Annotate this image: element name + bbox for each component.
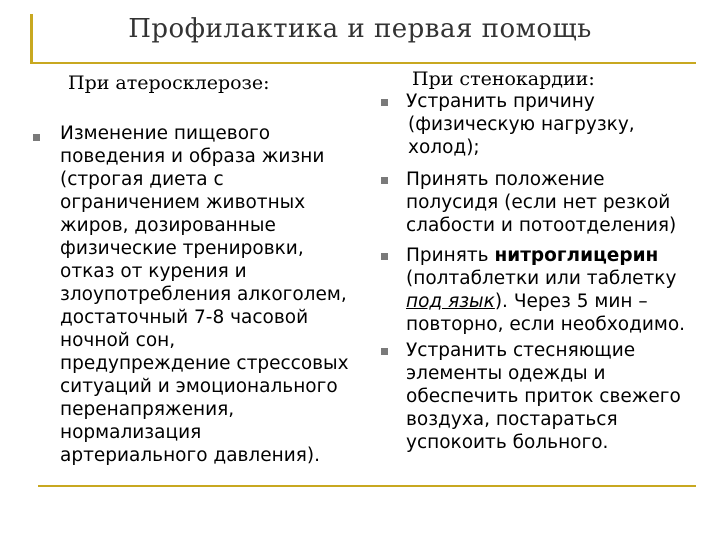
bullet-icon — [381, 253, 388, 260]
bullet-icon — [381, 177, 388, 184]
title-underline — [32, 62, 696, 64]
bullet-icon — [33, 134, 40, 141]
bullet-icon — [381, 99, 388, 106]
right-item-3: Принять нитроглицерин (полтаблетки или таблетку под язык). Через 5 мин – повторно, если необходимо. — [406, 245, 686, 335]
left-item-text: Изменение пищевого поведения и образа жизни (строгая диета с ограничением животных жиров, дозированные физические тренировки, отказ от курения и злоупотребления алкоголем, достаточный 7-8 часовой ночной сон, предупреждение стрессовых ситуаций и эмоционального перенапряжения, нормализация артериального давления). — [60, 123, 349, 466]
slide-title: Профилактика и первая помощь — [128, 14, 592, 44]
right-item-1: Устранить причину (физическую нагрузку, холод); — [406, 91, 635, 158]
right-column-heading: При стенокардии: — [412, 68, 595, 90]
bullet-icon — [381, 348, 388, 355]
bottom-divider — [38, 485, 696, 487]
right-item-2: Принять положение полусидя (если нет резкой слабости и потоотделения) — [406, 169, 677, 236]
right-item-4: Устранить стесняющие элементы одежды и обеспечить приток свежего воздуха, постараться успокоить больного. — [406, 340, 681, 453]
left-column-heading: При атеросклерозе: — [68, 72, 270, 94]
